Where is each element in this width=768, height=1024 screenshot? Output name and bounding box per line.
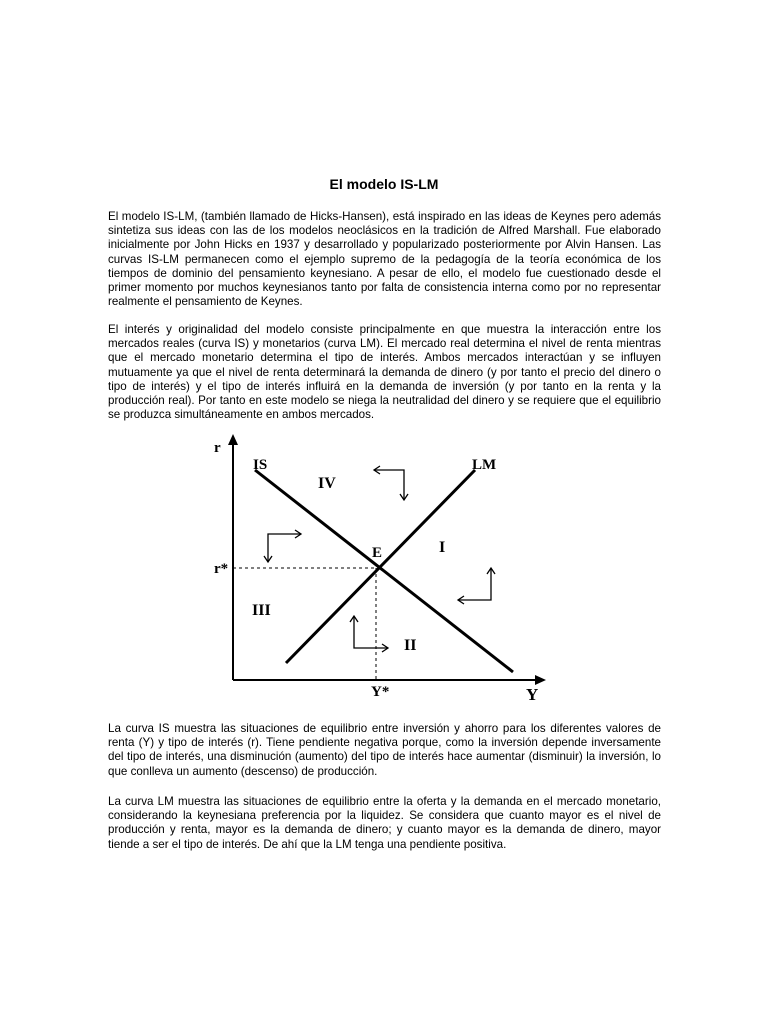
is-curve <box>255 470 513 672</box>
y-axis-label: r <box>214 440 221 456</box>
paragraph-interaction: El interés y originalidad del modelo consiste principalmente en que muestra la interacción entre los mercados reales (curva IS) y monetarios (curva LM). El mercado real determina el nivel de renta mientras que el mercado monetario determina el tipo de interés. Ambos mercados interactúan y se influyen mutuamente ya que el nivel de renta determinará la demanda de dinero (y por tanto el precio del dinero o tipo de interés) y el tipo de interés influirá en la demanda de inversión (y por tanto en la renta y la producción real). Por tanto en este modelo se niega la neutralidad del dinero y se requiere que el equilibrio se produzca simultáneamente en ambos mercados. <box>108 323 661 422</box>
arrow-region-ii <box>350 616 388 652</box>
arrow-region-iii-upper <box>264 530 301 562</box>
lm-curve <box>286 470 475 663</box>
y-axis-arrowhead <box>228 434 238 445</box>
document-title: El modelo IS-LM <box>329 176 439 192</box>
arrow-region-iv <box>374 466 408 500</box>
is-curve-label: IS <box>253 457 268 473</box>
lm-curve-label: LM <box>472 457 497 473</box>
region-iii-label: III <box>252 602 271 619</box>
paragraph-is-curve: La curva IS muestra las situaciones de equilibrio entre inversión y ahorro para los diferentes valores de renta (Y) y tipo de interés (r). Tiene pendiente negativa porque, como la inversión depende inversamente del tipo de interés, una disminución (aumento) del tipo de interés hace aumentar (disminuir) la inversión, lo que conlleva un aumento (descenso) de producción. <box>108 722 661 778</box>
paragraph-lm-curve: La curva LM muestra las situaciones de equilibrio entre la oferta y la demanda en el mercado monetario, considerando la keynesiana preferencia por la liquidez. Se considera que cuanto mayor es el nivel de producción y renta, mayor es la demanda de dinero; y cuanto mayor es la demanda de dinero, mayor tiende a ser el tipo de interés. De ahí que la LM tenga una pendiente positiva. <box>108 795 661 851</box>
x-axis-arrowhead <box>535 675 546 685</box>
r-star-label: r* <box>214 561 229 577</box>
arrow-region-i <box>458 568 495 604</box>
x-axis-label: Y <box>526 685 539 704</box>
islm-diagram <box>200 430 560 706</box>
region-iv-label: IV <box>318 475 336 492</box>
equilibrium-label: E <box>372 545 383 561</box>
region-i-label: I <box>439 539 446 556</box>
islm-diagram-svg <box>200 430 560 706</box>
region-ii-label: II <box>404 637 417 654</box>
y-star-label: Y* <box>371 684 390 700</box>
paragraph-intro: El modelo IS-LM, (también llamado de Hicks-Hansen), está inspirado en las ideas de Keynes pero además sintetiza sus ideas con las de los modelos neoclásicos en la tradición de Alfred Marshall. Fue elaborado inicialmente por John Hicks en 1937 y desarrollado y popularizado posteriormente por Alvin Hansen. Las curvas IS-LM permanecen como el ejemplo supremo de la pedagogía de la teoría económica de los tiempos de dominio del pensamiento keynesiano. A pesar de ello, el modelo fue cuestionado desde el primer momento por muchos keynesianos tanto por falta de consistencia interna como por no representar realmente el pensamiento de Keynes. <box>108 210 661 309</box>
